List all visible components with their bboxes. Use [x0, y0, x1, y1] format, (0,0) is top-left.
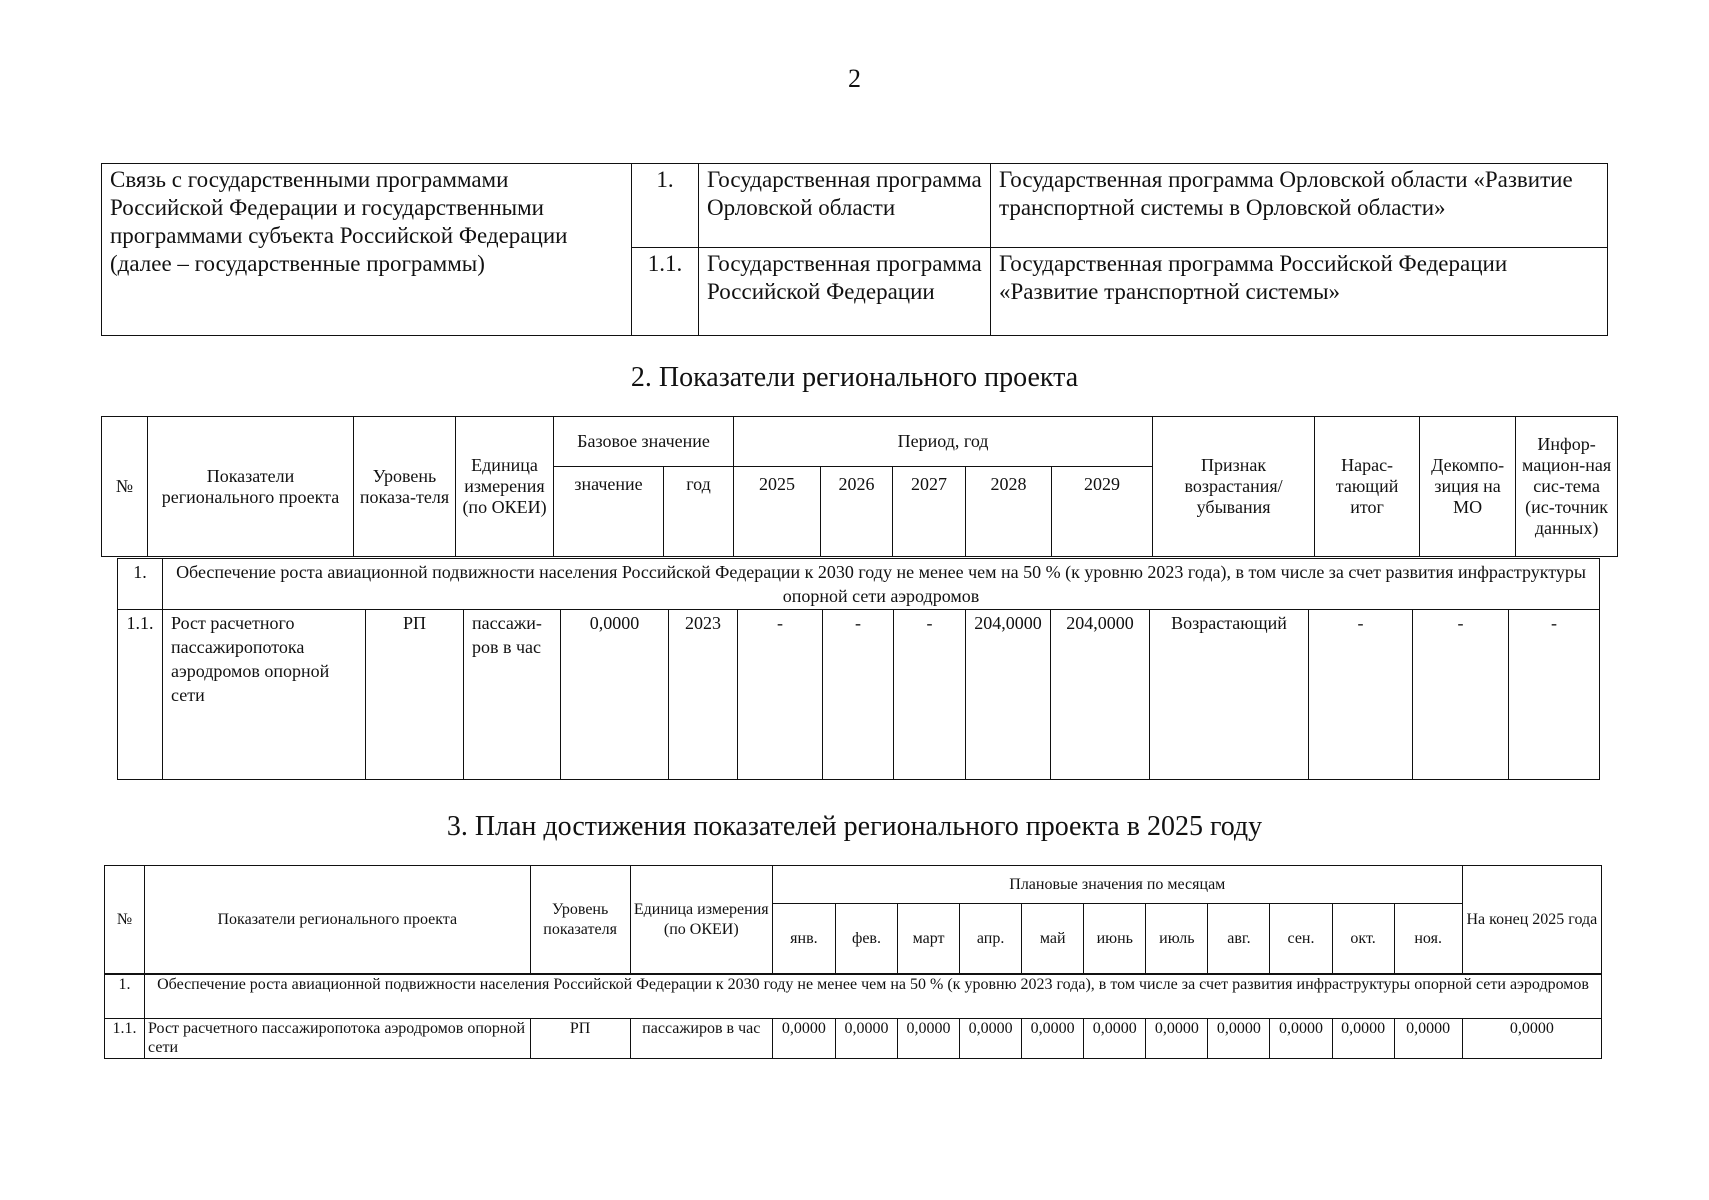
- col-month: июль: [1146, 904, 1208, 974]
- program-num: 1.: [632, 164, 699, 248]
- table-row: [118, 610, 1600, 780]
- col-year: 2027: [893, 467, 966, 557]
- col-level: Уровень показателя: [530, 866, 630, 974]
- row-month-value: 0,0000: [1146, 1019, 1208, 1059]
- col-month: авг.: [1208, 904, 1270, 974]
- row-month-value: 0,0000: [960, 1019, 1022, 1059]
- program-type: Государственная программа Российской Федерации: [699, 248, 991, 336]
- row-sign: Возрастающий: [1150, 610, 1309, 780]
- col-month: май: [1022, 904, 1084, 974]
- row-month-value: 0,0000: [1394, 1019, 1462, 1059]
- col-year-end: На конец 2025 года: [1462, 866, 1601, 974]
- row-year-value: -: [823, 610, 894, 780]
- goal-num: 1.: [118, 559, 163, 610]
- row-level: РП: [530, 1019, 630, 1059]
- col-unit: Единица измерения (по ОКЕИ): [630, 866, 772, 974]
- row-month-value: 0,0000: [772, 1019, 835, 1059]
- goal-text: Обеспечение роста авиационной подвижности населения Российской Федерации к 2030 году не менее чем на 50 % (к уровню 2023 года), в том числе за счет развития инфраструктуры опорной сети аэродромов: [145, 975, 1602, 1019]
- row-month-value: 0,0000: [897, 1019, 959, 1059]
- row-year-value: 204,0000: [966, 610, 1051, 780]
- col-month: апр.: [960, 904, 1022, 974]
- col-monthly: Плановые значения по месяцам: [772, 866, 1462, 904]
- col-unit: Единица измерения (по ОКЕИ): [456, 417, 554, 557]
- row-num: 1.1.: [118, 610, 163, 780]
- section3-title: 3. План достижения показателей регионального проекта в 2025 году: [446, 811, 1263, 842]
- indicators-table-body: [117, 558, 1600, 780]
- col-base: Базовое значение: [554, 417, 734, 467]
- col-num: №: [105, 866, 145, 974]
- row-decomposition: -: [1413, 610, 1509, 780]
- table-row: [105, 1019, 1602, 1059]
- col-indicator: Показатели регионального проекта: [148, 417, 354, 557]
- col-sign: Признак возрастания/ убывания: [1153, 417, 1315, 557]
- programs-link-label: Связь с государственными программами Российской Федерации и государственными программами субъекта Российской Федерации (далее – государственные программы): [102, 164, 632, 336]
- col-month: фев.: [835, 904, 897, 974]
- row-indicator: Рост расчетного пассажиропотока аэродромов опорной сети: [145, 1019, 530, 1059]
- plan-table-header: [104, 865, 1602, 974]
- col-base-year: год: [664, 467, 734, 557]
- row-unit: пассажиров в час: [630, 1019, 772, 1059]
- section2-title: 2. Показатели регионального проекта: [630, 362, 1079, 393]
- row-base-value: 0,0000: [561, 610, 669, 780]
- row-num: 1.1.: [105, 1019, 145, 1059]
- goal-text: Обеспечение роста авиационной подвижности населения Российской Федерации к 2030 году не менее чем на 50 % (к уровню 2023 года), в том числе за счет развития инфраструктуры опорной сети аэродромов: [163, 559, 1600, 610]
- col-month: сен.: [1270, 904, 1332, 974]
- col-info-system: Инфор-мацион-ная сис-тема (ис-точник данных): [1516, 417, 1618, 557]
- plan-table-body: [104, 974, 1602, 1059]
- col-cumulative: Нарас-тающий итог: [1315, 417, 1420, 557]
- row-month-value: 0,0000: [1022, 1019, 1084, 1059]
- col-month: окт.: [1332, 904, 1394, 974]
- col-year: 2029: [1052, 467, 1153, 557]
- row-base-year: 2023: [669, 610, 738, 780]
- goal-num: 1.: [105, 975, 145, 1019]
- program-name: Государственная программа Российской Федерации «Развитие транспортной системы»: [991, 248, 1608, 336]
- row-year-value: 204,0000: [1051, 610, 1150, 780]
- row-indicator: Рост расчетного пассажиропотока аэродромов опорной сети: [163, 610, 366, 780]
- col-base-value: значение: [554, 467, 664, 557]
- col-indicator: Показатели регионального проекта: [145, 866, 531, 974]
- row-unit: пассажи-ров в час: [464, 610, 561, 780]
- col-month: ноя.: [1394, 904, 1462, 974]
- col-year: 2028: [966, 467, 1052, 557]
- row-month-value: 0,0000: [835, 1019, 897, 1059]
- indicators-table-header: [101, 416, 1618, 557]
- program-type: Государственная программа Орловской области: [699, 164, 991, 248]
- col-num: №: [102, 417, 148, 557]
- row-month-value: 0,0000: [1208, 1019, 1270, 1059]
- col-decomposition: Декомпо-зиция на МО: [1420, 417, 1516, 557]
- row-info-system: -: [1509, 610, 1600, 780]
- row-year-value: -: [738, 610, 823, 780]
- col-level: Уровень показа-теля: [354, 417, 456, 557]
- row-year-end: 0,0000: [1462, 1019, 1601, 1059]
- col-month: март: [898, 904, 960, 974]
- row-year-value: -: [894, 610, 966, 780]
- col-year: 2025: [734, 467, 821, 557]
- programs-link-table: [101, 163, 1608, 336]
- program-name: Государственная программа Орловской области «Развитие транспортной системы в Орловской области»: [991, 164, 1608, 248]
- row-month-value: 0,0000: [1332, 1019, 1394, 1059]
- page-number: 2: [848, 64, 861, 93]
- col-period: Период, год: [734, 417, 1153, 467]
- col-month: янв.: [772, 904, 835, 974]
- row-month-value: 0,0000: [1270, 1019, 1332, 1059]
- program-num: 1.1.: [632, 248, 699, 336]
- row-level: РП: [366, 610, 464, 780]
- col-month: июнь: [1084, 904, 1146, 974]
- row-month-value: 0,0000: [1084, 1019, 1146, 1059]
- row-cumulative: -: [1309, 610, 1413, 780]
- col-year: 2026: [821, 467, 893, 557]
